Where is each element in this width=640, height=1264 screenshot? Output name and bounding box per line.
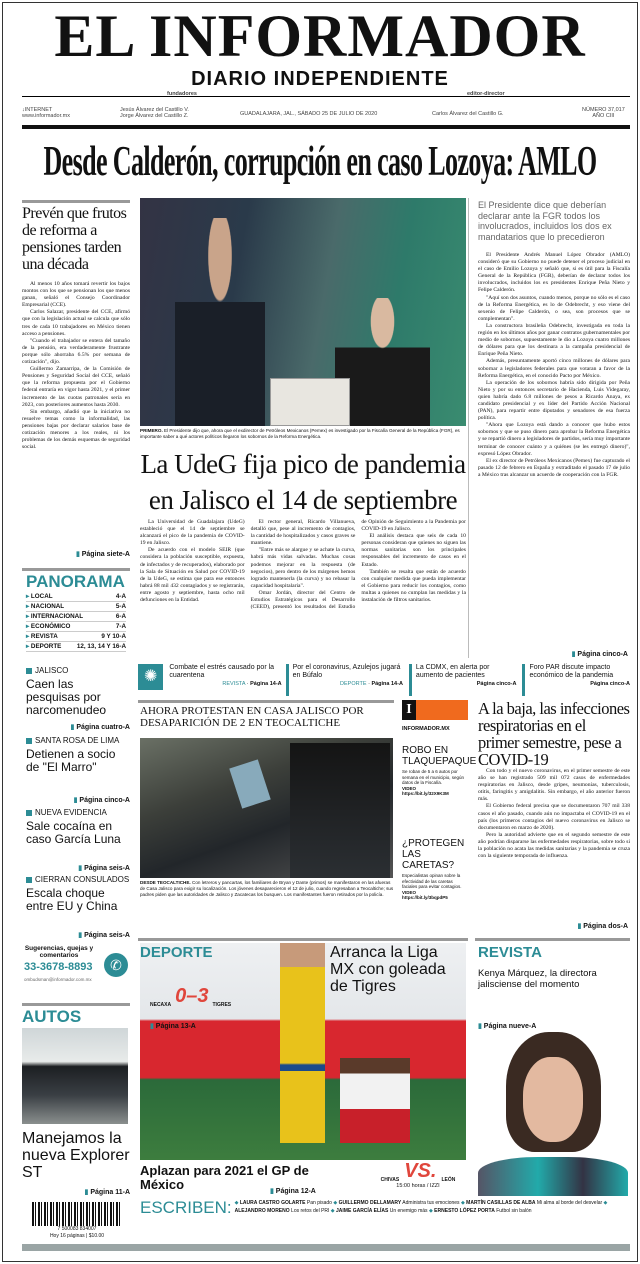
versus: VS. [404, 1160, 437, 1182]
square-icon [26, 810, 32, 816]
infections-body [478, 768, 630, 860]
editor-label: editor-director [467, 91, 505, 97]
columnist-name: GUILLERMO DELLAMARY [338, 1200, 402, 1206]
columnist[interactable] [333, 1200, 461, 1206]
page-ref[interactable]: ▮ Página cinco-A [26, 796, 130, 804]
column-title: Los retos del PRI [291, 1208, 330, 1214]
promo-text: Combate el estrés causado por la cuarentena [169, 664, 275, 679]
bullet-icon: ▸ [26, 623, 31, 630]
udeg-body [140, 519, 466, 659]
necaxa-player [340, 1058, 410, 1143]
square-icon [26, 877, 32, 883]
paragraph: Guillermo Zamarripa, de la Comisión de Pensiones y Seguridad Social del CCE, señaló que la reforma propuesta por el Gobierno federal entraría en vigor hasta 2021, y el primer incremento de las cuotas patronales sería en 2023, con posteriores aumentos hasta 2030. [22, 366, 130, 408]
page-ref[interactable]: ▮ Página 12-A [270, 1187, 330, 1195]
bullet-icon: ▸ [26, 613, 31, 620]
protest-caption [140, 880, 395, 898]
paragraph: El rector general, Ricardo Villanueva, detalló que, pese al incremento de contagios, la cantidad de hospitalizados y casos graves se mantiene. [250, 519, 356, 547]
video-label: VIDEO [402, 785, 417, 791]
kicker-label: SANTA ROSA DE LIMA [35, 736, 120, 745]
columnist-name: ALEJANDRO MORENO [234, 1208, 290, 1214]
paragraph: Además, presuntamente aportó cinco millones de dólares para sobornar a legisladores federales para que votaran a favor de la Reforma Energética, en el conocido Pacto por México. [478, 358, 630, 379]
promo-item[interactable] [409, 664, 517, 696]
promo-item[interactable]: Combate el estrés causado por la cuarentena REVISTA · Página 14-A [169, 664, 282, 687]
promo-strip [138, 664, 630, 696]
diamond-icon: ◆ [333, 1200, 339, 1206]
columnist[interactable] [461, 1200, 604, 1206]
brief-headline[interactable]: Caen las pesquisas por narcomenudeo [26, 677, 107, 717]
founder-name: Jorge Álvarez del Castillo Z. [120, 113, 189, 119]
home-team: CHIVAS [380, 1177, 400, 1183]
police-line [290, 743, 390, 878]
paragraph: Al menos 10 años tomará revertir los bajos montos con los que se pensionan los que menos ganan, señaló el Consejo Coordinador Empresarial (CCE). [22, 281, 130, 309]
column-title: Administra tus emociones [402, 1200, 460, 1206]
paragraph: El Presidente Andrés Manuel López Obrador (AMLO) consideró que su Gobierno no puede detener el proceso judicial en el caso de Emilio Lozoya y señaló que, si es útil para la Fiscalía General de la República (FGR), deberían de declarar todos los involucrados, incluidos los ex presidentes Enrique Peña Nieto y Felipe Calderón. [478, 252, 630, 294]
panorama-item[interactable] [26, 612, 126, 622]
infections-headline: A la baja, las infecciones respiratorias en el primer semestre, pese a COVID-19 [478, 699, 630, 769]
page-ref[interactable]: ▮ Página cinco-A [478, 650, 628, 658]
contact-label: Sugerencias, quejas y comentarios [24, 945, 94, 959]
home-team: NECAXA [150, 1002, 172, 1008]
panorama-page: 6-A [115, 613, 126, 620]
internet-label: ↓INTERNET [22, 107, 53, 113]
caption-label: PRIMERO. [140, 428, 163, 433]
paragraph: Pero la autoridad advierte que en el segundo semestre de este año podrían dispararse las enfermedades respiratorias, sobre todo si la población no acata las medidas sanitarias y la pandemia se cruza con la siguiente temporada de influenza. [478, 831, 630, 860]
footer-bar [22, 1244, 630, 1251]
columnist-name: JAIME GARCÍA ELÍAS [336, 1208, 389, 1214]
pensions-story [22, 205, 130, 451]
tigres-player [280, 943, 325, 1143]
paragraph: De acuerdo con el modelo SEIR (que considera la población susceptible, expuesta, de infectados y de recuperados), elaborado por la Sala de Situación en Salud por COVID-19 de la UdeG, se estima que para ese entonces habrá 88 mil 432 contagiados y se registrarán, entre agosto y septiembre, hasta ocho mil defunciones en la Entidad. [140, 547, 245, 604]
photo-caption [140, 428, 466, 440]
panorama-page: 9 Y 10-A [101, 633, 126, 640]
column-title: Futbol sin balón [496, 1208, 532, 1214]
kicker-label: NUEVA EVIDENCIA [35, 808, 107, 817]
barcode-digits: 7 500083 834007 [32, 1226, 122, 1232]
paragraph: El análisis destaca que seis de cada 10 personas consideran que quienes no siguen las normas sanitarias son los principales responsables del incremento de casos en el Estado. [361, 533, 466, 568]
panorama-item[interactable] [26, 642, 126, 652]
paragraph: También se resalta que están de acuerdo con cualquier medida que pueda implementar el Gobierno para reducir los contagios, como multas a quienes no cumplan las medidas y la instalación de filtros sanitarios. [361, 568, 466, 604]
info-bar [22, 91, 630, 126]
divider [475, 938, 630, 941]
bullet-icon: ▸ [26, 643, 31, 650]
bullet-icon: ▸ [26, 593, 31, 600]
paragraph: "Aquí son dos asuntos, cuando menos, porque no sólo es el caso de la Reforma Energética, es lo de Odebrecht, y eso viene del sexenio de Felipe Calderón, o sea, son procesos que se complementan". [478, 294, 630, 322]
promo-section: DEPORTE [340, 681, 367, 687]
revista-title: REVISTA [478, 944, 542, 961]
promo-page: Página cinco-A [590, 681, 630, 687]
columnist-name: ERNESTO LÓPEZ PORTA [434, 1208, 495, 1214]
panorama-page: 5-A [115, 603, 126, 610]
masthead-subtitle: DIARIO INDEPENDIENTE [191, 68, 449, 90]
divider [138, 700, 394, 703]
page-ref[interactable]: ▮ Página cuatro-A [26, 723, 130, 731]
match-time: 15:00 horas / IZZI [396, 1183, 440, 1189]
paragraph: La constructora brasileña Odebrecht, investigada en toda la región en los últimos años por ganar contratos gubernamentales por medio de sobornos, supuestamente le dio a Lozoya cuatro millones de dólares para que los destinara a la campaña presidencial de Enrique Peña Nieto. [478, 322, 630, 358]
page-ref[interactable]: ▮ Página nueve-A [478, 1022, 548, 1030]
briefs-column [26, 666, 130, 939]
promo-text: Foro PAR discute impacto económico de la pandemia [529, 664, 614, 679]
web-text: Se roban de 5 a 6 autos por semana en el municipio, según datos de la Fiscalía. [402, 769, 465, 785]
panorama-page: 7-A [115, 623, 126, 630]
panorama-label: LOCAL [30, 593, 53, 600]
masthead-title: EL INFORMADOR [54, 3, 586, 69]
columnist[interactable] [429, 1208, 532, 1214]
founder-name: Jesús Álvarez del Castillo V. [120, 107, 189, 113]
founders-label: fundadores [167, 91, 197, 97]
udeg-headline: La UdeG fija pico de pandemia en Jalisco el 14 de septiembre [140, 449, 466, 515]
page-ref[interactable]: ▮ Página seis-A [26, 864, 130, 872]
web-item[interactable] [402, 745, 477, 796]
screen-figure [175, 218, 265, 426]
panorama-page: 12, 13, 14 Y 16-A [76, 643, 126, 650]
deporte-headline: Arranca la Liga MX con goleada de Tigres [330, 944, 446, 995]
price: Hoy 16 páginas | $10.00 [49, 1233, 105, 1239]
explorer-car-photo [22, 1028, 128, 1124]
paragraph: El Gobierno federal precisa que se documentaron 707 mil 338 casos el año pasado, cuando aún no impactaba el COVID-19 en el país (los primeros contagios del nuevo coronavirus en Jalisco se documentaron en marzo de 2020). [478, 803, 630, 831]
masthead-rule [22, 125, 630, 129]
deporte-title: DEPORTE [140, 944, 213, 961]
panorama-item[interactable] [26, 602, 126, 612]
autos-title: AUTOS [22, 1007, 82, 1026]
page-ref[interactable]: ▮ Página 13-A [150, 1022, 220, 1030]
promo-item[interactable] [522, 664, 630, 696]
gp-headline: Aplazan para 2021 el GP de México [140, 1163, 309, 1192]
amlo-press-photo [140, 198, 466, 426]
panorama-label: ECONÓMICO [30, 623, 71, 630]
issue-number: NÚMERO 37,017 [582, 107, 625, 113]
bullet-icon: ▸ [26, 603, 31, 610]
caption-text: El Presidente dijo que, ahora que el exdirector de Petróleos Mexicanos (Pemex) es investigado por la Fiscalía General de la República (FGR), es importante saber a qué actores políticos llegaron los sobornos de la Reforma Energética. [140, 428, 460, 439]
dateline: GUADALAJARA, JAL., SÁBADO 25 DE JULIO DE 2020 [240, 111, 378, 117]
promo-text: La CDMX, en alerta por aumento de pacientes [415, 664, 490, 679]
informador-mx-logo: I [402, 700, 468, 720]
contact-box [24, 945, 130, 982]
virus-icon: ✺ [138, 664, 163, 690]
face [523, 1057, 583, 1142]
brief-headline[interactable]: Detienen a socio de "El Marro" [26, 747, 116, 774]
paragraph: Omar Jordán, director del Centro de Estudios Estratégicos para el Desarrollo (CEED), presentó los resultados del Estudio de Opinión de Seguimiento a la Pandemia por COVID-19 en Jalisco. [250, 519, 466, 611]
promo-item[interactable]: Por el coronavirus, Azulejos jugará en Búfalo DEPORTE · Página 14-A [286, 664, 403, 696]
caption-label: DESDE TEOCALTICHE. [140, 880, 191, 885]
promo-page: Página 14-A [371, 681, 403, 687]
promo-section: REVISTA [222, 681, 246, 687]
promo-page: Página cinco-A [476, 681, 517, 687]
panorama-item[interactable] [26, 632, 126, 642]
protest-photo [140, 738, 393, 878]
divider [138, 938, 468, 941]
paragraph: "Entre más se alargue y se achate la curva, habrá más vidas salvadas. Muchas cosas podemos mejorar en la respuesta (de negocios), pero dentro de los márgenes hemos logrado mantenerla (la curva) y no rebasar la capacidad hospitalaria". [250, 547, 356, 589]
panorama-index [26, 592, 126, 652]
page-ref[interactable]: ▮ Página seis-A [26, 931, 130, 939]
diamond-icon: ◆ [428, 1208, 435, 1214]
diamond-icon: ◆ [330, 1208, 337, 1214]
divider [22, 568, 130, 571]
promo-text: Por el coronavirus, Azulejos jugará en Búfalo [292, 664, 401, 679]
paragraph: La Universidad de Guadalajara (UdeG) estableció que el 14 de septiembre se alcanzará el pico de la pandemia de COVID-19 en Jalisco. [140, 519, 245, 547]
video-label: VIDEO [402, 889, 417, 895]
video-link[interactable]: https://bit.ly/32X9K3M [402, 790, 449, 796]
phone-icon: ✆ [104, 953, 128, 977]
escriben-label: ESCRIBEN: [140, 1198, 232, 1217]
main-headline: Desde Calderón, corrupción en caso Lozoya: AMLO [43, 139, 597, 185]
lozoya-body [478, 252, 630, 479]
pensions-headline: Prevén que frutos de reforma a pensiones tarden una década [22, 205, 127, 273]
contact-phone[interactable]: 33-3678-8893 [24, 961, 93, 973]
column-title: Pan pisado [306, 1200, 332, 1206]
brief-kicker [26, 875, 130, 884]
kicker-label: CIERRAN CONSULADOS [35, 875, 130, 884]
columnist-name: LAURA CASTRO GOLARTE [239, 1200, 306, 1206]
diamond-icon: ◆ [234, 1200, 240, 1206]
web-headline: ¿PROTEGEN LAS CARETAS? [402, 838, 465, 871]
brief-kicker [26, 808, 130, 817]
autos-headline[interactable]: Manejamos la nueva Explorer ST [22, 1130, 130, 1181]
kicker-label: JALISCO [35, 666, 69, 675]
panorama-item[interactable] [26, 592, 126, 602]
away-team: LEÓN [441, 1177, 456, 1183]
paragraph: "Ahora que Lozoya está dando a conocer que hubo estos sobornos y que se puso dinero para aprobar la Reforma Energética y se repartió dinero a legisladores de partidos, sería muy importante terminar de conocer cuánto y a quiénes (se les entregó dinero)", expresó López Obrador. [478, 422, 630, 457]
protest-sign [229, 759, 271, 808]
kenya-marquez-photo [478, 1032, 628, 1196]
square-icon [26, 738, 32, 744]
revista-headline: Kenya Márquez, la directora jalisciense del momento [478, 968, 597, 990]
web-text: Especialistas opinan sobre la efectividad de las caretas faciales para evitar contagios. [402, 873, 462, 889]
page-ref[interactable]: ▮ Página 11-A [22, 1188, 130, 1196]
podium [270, 378, 350, 426]
diamond-icon: ◆ [603, 1200, 608, 1206]
columnist[interactable] [235, 1200, 334, 1206]
promo-page: Página 14-A [250, 681, 282, 687]
scoreboard [150, 985, 231, 1008]
column-divider [468, 198, 469, 658]
panorama-page: 4-A [115, 593, 126, 600]
paragraph: Carlos Salazar, presidente del CCE, afirmó que con la legislación actual se calcula que sólo tres de cada 10 trabajadores en México tienen acceso a pensiones. [22, 309, 130, 337]
columnist-name: MARTÍN CASILLAS DE ALBA [466, 1200, 536, 1206]
lozoya-deck: El Presidente dice que deberían declarar ante la FGR todos los involucrados, incluidos los dos ex mandatarios que lo precedieron [478, 200, 612, 242]
editor-name: Carlos Álvarez del Castillo G. [432, 111, 504, 117]
column-title: Mi alma al borde del desvelar [536, 1200, 603, 1206]
protest-headline: AHORA PROTESTAN EN CASA JALISCO POR DESAPARICIÓN DE 2 EN TEOCALTICHE [140, 705, 364, 729]
next-match [368, 1160, 468, 1189]
divider [22, 200, 130, 203]
issue-year: AÑO CIII [592, 113, 615, 119]
caption-text: Con letreros y pancartas, los familiares de Bryan y Dante (primos) se manifestaron en las afueras de Casa Jalisco para exigir su localización. Los jóvenes desaparecieron el 12 de julio, cuando regresaban a Teocaltiche; sus padres piden que las autoridades de Jalisco y Zacatecas los busquen. Los manifestantes fueron retirados por la policía. [140, 880, 394, 897]
column-title: Un enemigo más [389, 1208, 428, 1214]
informador-mx-label[interactable]: INFORMADOR.MX [402, 726, 450, 732]
panorama-label: REVISTA [30, 633, 58, 640]
barcode [32, 1202, 122, 1228]
website-link[interactable]: www.informador.mx [22, 113, 70, 119]
columnist[interactable] [331, 1208, 429, 1214]
paragraph: El ex director de Petróleos Mexicanos (Pemex) fue capturado el pasado 12 de febrero en España y extraditado el pasado 17 de julio a México tras alcanzar un acuerdo de cooperación con la FGR. [478, 457, 630, 478]
page-ref[interactable]: ▮ Página dos-A [478, 922, 628, 930]
panorama-label: INTERNACIONAL [30, 613, 84, 620]
diamond-icon: ◆ [460, 1200, 467, 1206]
shoulders [478, 1157, 628, 1196]
score: 0–3 [175, 985, 209, 1007]
panorama-label: DEPORTE [30, 643, 62, 650]
page-ref[interactable]: ▮ Página siete-A [22, 550, 130, 558]
contact-email[interactable]: ombudsman@informador.com.mx [24, 977, 92, 982]
panorama-item[interactable] [26, 622, 126, 632]
bullet-icon: ▸ [26, 633, 31, 640]
paragraph: Con todo y el nuevo coronavirus, en el primer semestre de este año se han registrado 509 mil 072 casos de enfermedades respiratorias en Jalisco, desde gripes, neumonías, tuberculosis, otitis, faringitis y amigdalitis. Sin embargo, el año anterior fueron más. [478, 768, 630, 803]
square-icon [26, 668, 32, 674]
panorama-title: PANORAMA [26, 572, 125, 591]
brief-headline[interactable]: Escala choque entre EU y China [26, 886, 118, 913]
brief-kicker [26, 736, 130, 745]
panorama-label: NACIONAL [30, 603, 65, 610]
paragraph: Sin embargo, añadió que la iniciativa no resuelve temas como la informalidad, las pensiones bajas por declarar salarios base de cotización menores a los reales, ni los problemas de los demás esquemas de seguridad social. [22, 408, 130, 451]
escriben-section [140, 1199, 630, 1216]
brief-headline[interactable]: Sale cocaína en caso García Luna [26, 819, 121, 846]
paragraph: "Cuando el trabajador se entera del tamaño de la pensión, era verdaderamente frustrante porque sólo ahorraba 6.5% por semana de cotización", dijo. [22, 337, 130, 366]
web-headline: ROBO EN TLAQUEPAQUE [402, 745, 477, 767]
video-link[interactable]: https://bit.ly/3bqpdP5 [402, 894, 448, 900]
divider [22, 1003, 130, 1006]
paragraph: La operación de los sobornos habría sido dirigida por Peña Nieto y por su entonces secretario de Hacienda, Luis Videgaray, quien habría dado 6.8 millones de pesos a Ricardo Anaya, ex candidato presidencial y ex líder del Partido Acción Nacional (PAN), para repartir entre diputados y senadores de esa fuerza política. [478, 379, 630, 422]
brief-kicker [26, 666, 130, 675]
web-item[interactable] [402, 838, 468, 900]
away-team: TIGRES [212, 1002, 232, 1008]
